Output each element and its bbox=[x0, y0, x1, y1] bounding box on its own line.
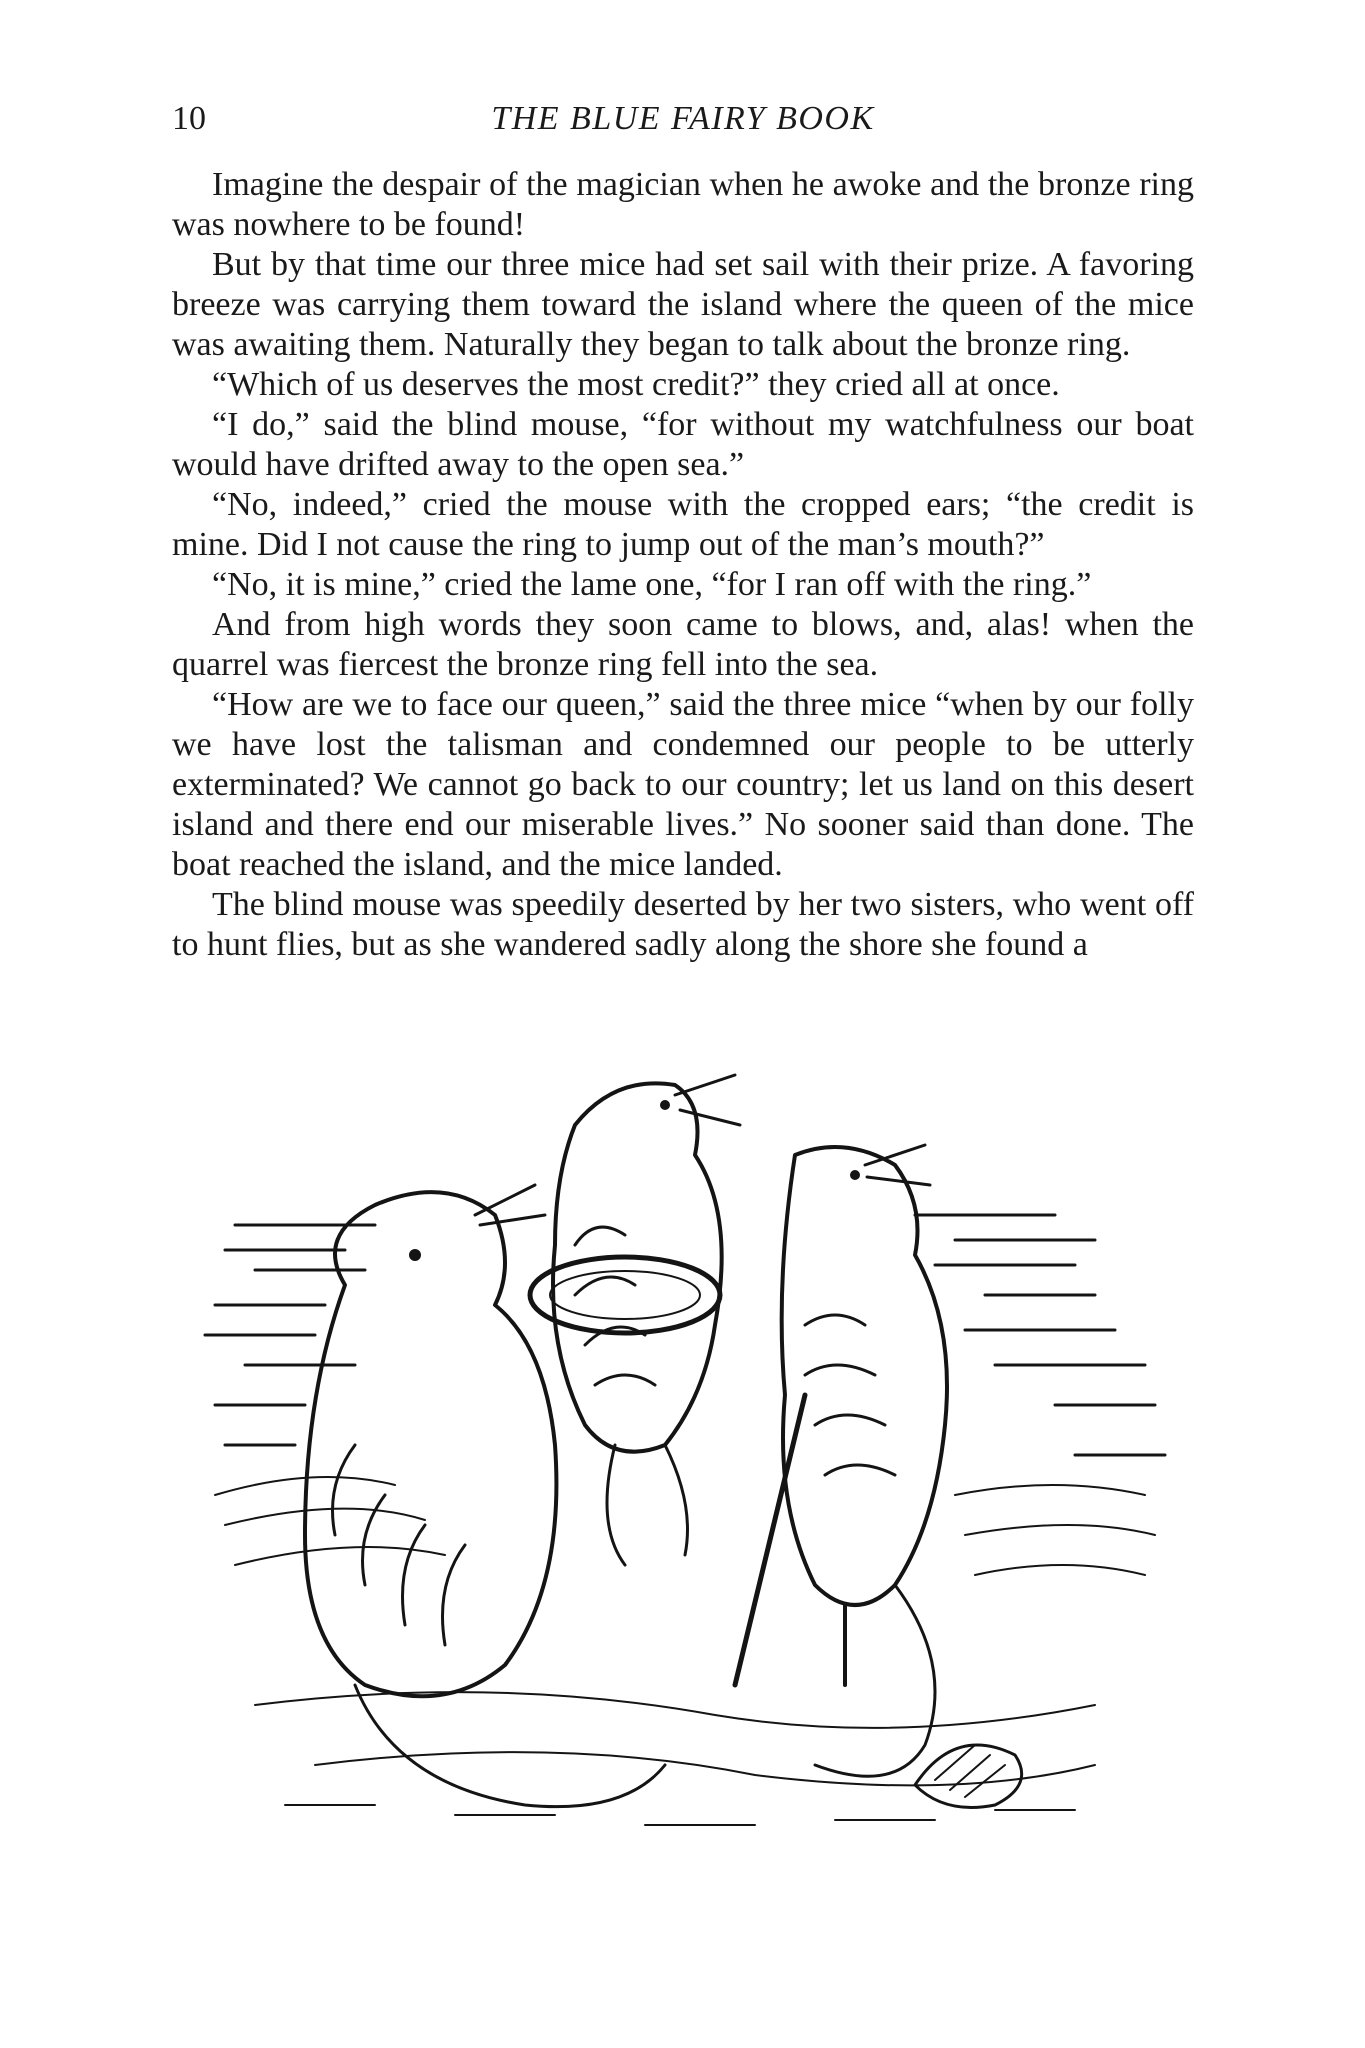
paragraph: But by that time our three mice had set sail with their prize. A favoring breeze was carrying them toward the island where the queen of the mice was awaiting them. Naturally they began to talk about the bronze ring. bbox=[172, 246, 1194, 363]
body-text bbox=[172, 165, 1194, 965]
paragraph: “I do,” said the blind mouse, “for without my watchfulness our boat would have drifted away to the open sea.” bbox=[172, 406, 1194, 483]
running-title: THE BLUE FAIRY BOOK bbox=[491, 100, 875, 137]
paragraph: “How are we to face our queen,” said the three mice “when by our folly we have lost the talisman and condemned our people to be utterly exterminated? We cannot go back to our country; let us land on this desert island and there end our miserable lives.” No sooner said than done. The boat reached the island, and the mice landed. bbox=[172, 686, 1194, 883]
paragraph: And from high words they soon came to blows, and, alas! when the quarrel was fiercest the bronze ring fell into the sea. bbox=[172, 606, 1194, 683]
paragraph: Imagine the despair of the magician when he awoke and the bronze ring was nowhere to be found! bbox=[172, 166, 1194, 243]
middle-mouse bbox=[553, 1075, 740, 1565]
shore-hatching bbox=[215, 1477, 1155, 1825]
paragraph: “Which of us deserves the most credit?” they cried all at once. bbox=[212, 366, 1060, 403]
three-mice-illustration bbox=[195, 1065, 1185, 1865]
page-header bbox=[172, 96, 1194, 142]
right-mouse bbox=[735, 1145, 947, 1776]
paragraph: “No, indeed,” cried the mouse with the cropped ears; “the credit is mine. Did I not cause the ring to jump out of the man’s mouth?” bbox=[172, 486, 1194, 563]
walking-stick bbox=[735, 1395, 805, 1685]
page-number: 10 bbox=[172, 100, 206, 137]
shell bbox=[915, 1745, 1022, 1808]
three-mice-engraving-icon bbox=[195, 1065, 1185, 1865]
paragraph: The blind mouse was speedily deserted by her two sisters, who went off to hunt flies, but as she wandered sadly along the shore she found a bbox=[172, 886, 1194, 963]
bronze-ring bbox=[530, 1257, 720, 1333]
paragraph: “No, it is mine,” cried the lame one, “for I ran off with the ring.” bbox=[212, 566, 1092, 603]
